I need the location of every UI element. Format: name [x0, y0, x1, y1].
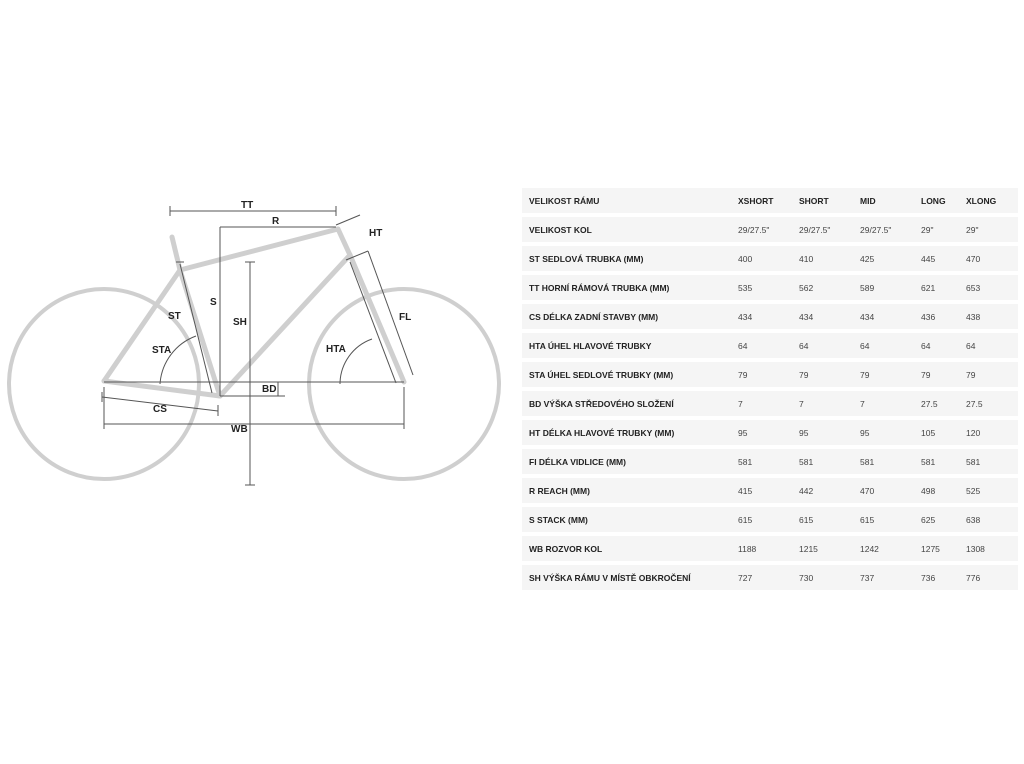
header-col-mid: MID — [860, 188, 921, 213]
cell-value: 434 — [738, 304, 799, 329]
cell-value: 434 — [860, 304, 921, 329]
cell-value: 445 — [921, 246, 966, 271]
cell-value: 29/27.5" — [738, 217, 799, 242]
cell-value: 425 — [860, 246, 921, 271]
cell-value: 615 — [799, 507, 860, 532]
cell-value: 95 — [799, 420, 860, 445]
cell-value: 581 — [966, 449, 1018, 474]
cell-value: 434 — [799, 304, 860, 329]
row-label: FI DÉLKA VIDLICE (MM) — [522, 449, 738, 474]
cell-value: 615 — [860, 507, 921, 532]
cell-value: 415 — [738, 478, 799, 503]
header-col-long: LONG — [921, 188, 966, 213]
cell-value: 736 — [921, 565, 966, 590]
cell-value: 653 — [966, 275, 1018, 300]
cell-value: 727 — [738, 565, 799, 590]
table-row — [522, 420, 1018, 445]
table-row — [522, 275, 1018, 300]
cell-value: 638 — [966, 507, 1018, 532]
table-row — [522, 449, 1018, 474]
table-header-row — [522, 188, 1018, 213]
header-col-xshort: XSHORT — [738, 188, 799, 213]
label-s: S — [210, 297, 217, 308]
cell-value: 410 — [799, 246, 860, 271]
cell-value: 581 — [738, 449, 799, 474]
cell-value: 581 — [921, 449, 966, 474]
cell-value: 27.5 — [921, 391, 966, 416]
row-label: TT HORNÍ RÁMOVÁ TRUBKA (MM) — [522, 275, 738, 300]
table-row — [522, 304, 1018, 329]
cell-value: 7 — [860, 391, 921, 416]
cell-value: 438 — [966, 304, 1018, 329]
cell-value: 730 — [799, 565, 860, 590]
cell-value: 436 — [921, 304, 966, 329]
table-row — [522, 507, 1018, 532]
cell-value: 79 — [966, 362, 1018, 387]
table-row — [522, 246, 1018, 271]
cell-value: 470 — [860, 478, 921, 503]
row-label: HT DÉLKA HLAVOVÉ TRUBKY (MM) — [522, 420, 738, 445]
label-sh: SH — [233, 317, 247, 328]
label-cs: CS — [153, 404, 167, 415]
cell-value: 95 — [738, 420, 799, 445]
label-tt: TT — [241, 200, 254, 211]
cell-value: 7 — [799, 391, 860, 416]
row-label: CS DÉLKA ZADNÍ STAVBY (MM) — [522, 304, 738, 329]
label-hta: HTA — [326, 344, 346, 355]
cell-value: 1242 — [860, 536, 921, 561]
cell-value: 7 — [738, 391, 799, 416]
row-label: WB ROZVOR KOL — [522, 536, 738, 561]
cell-value: 1308 — [966, 536, 1018, 561]
cell-value: 1275 — [921, 536, 966, 561]
cell-value: 1215 — [799, 536, 860, 561]
table-row — [522, 362, 1018, 387]
header-col-xlong: XLONG — [966, 188, 1018, 213]
cell-value: 615 — [738, 507, 799, 532]
cell-value: 120 — [966, 420, 1018, 445]
label-fl: FL — [399, 312, 412, 323]
cell-value: 64 — [799, 333, 860, 358]
table-row — [522, 478, 1018, 503]
cell-value: 29" — [966, 217, 1018, 242]
cell-value: 589 — [860, 275, 921, 300]
cell-value: 562 — [799, 275, 860, 300]
cell-value: 581 — [860, 449, 921, 474]
label-sta: STA — [152, 345, 172, 356]
cell-value: 64 — [966, 333, 1018, 358]
label-r: R — [272, 216, 280, 227]
cell-value: 29/27.5" — [860, 217, 921, 242]
label-bd: BD — [262, 384, 277, 395]
cell-value: 442 — [799, 478, 860, 503]
row-label: BD VÝŠKA STŘEDOVÉHO SLOŽENÍ — [522, 391, 738, 416]
row-label: R REACH (MM) — [522, 478, 738, 503]
cell-value: 581 — [799, 449, 860, 474]
cell-value: 64 — [860, 333, 921, 358]
header-size-label: VELIKOST RÁMU — [522, 188, 738, 213]
cell-value: 105 — [921, 420, 966, 445]
bike-frame — [104, 229, 404, 396]
cell-value: 79 — [799, 362, 860, 387]
row-label: S STACK (MM) — [522, 507, 738, 532]
cell-value: 79 — [860, 362, 921, 387]
cell-value: 1188 — [738, 536, 799, 561]
table-row — [522, 536, 1018, 561]
cell-value: 79 — [738, 362, 799, 387]
table-row — [522, 217, 1018, 242]
cell-value: 27.5 — [966, 391, 1018, 416]
cell-value: 535 — [738, 275, 799, 300]
table-row — [522, 391, 1018, 416]
cell-value: 621 — [921, 275, 966, 300]
row-label: STA ÚHEL SEDLOVÉ TRUBKY (MM) — [522, 362, 738, 387]
row-label: SH VÝŠKA RÁMU V MÍSTĚ OBKROČENÍ — [522, 565, 738, 590]
label-ht: HT — [369, 228, 383, 239]
cell-value: 776 — [966, 565, 1018, 590]
row-label: ST SEDLOVÁ TRUBKA (MM) — [522, 246, 738, 271]
table-row — [522, 333, 1018, 358]
cell-value: 525 — [966, 478, 1018, 503]
header-col-short: SHORT — [799, 188, 860, 213]
table-row — [522, 565, 1018, 590]
geometry-table — [522, 184, 1018, 594]
cell-value: 29/27.5" — [799, 217, 860, 242]
cell-value: 625 — [921, 507, 966, 532]
label-wb: WB — [231, 424, 248, 435]
cell-value: 79 — [921, 362, 966, 387]
cell-value: 64 — [738, 333, 799, 358]
cell-value: 95 — [860, 420, 921, 445]
cell-value: 29" — [921, 217, 966, 242]
label-st: ST — [168, 311, 181, 322]
row-label: HTA ÚHEL HLAVOVÉ TRUBKY — [522, 333, 738, 358]
cell-value: 400 — [738, 246, 799, 271]
cell-value: 498 — [921, 478, 966, 503]
cell-value: 470 — [966, 246, 1018, 271]
cell-value: 64 — [921, 333, 966, 358]
cell-value: 737 — [860, 565, 921, 590]
row-label: VELIKOST KOL — [522, 217, 738, 242]
